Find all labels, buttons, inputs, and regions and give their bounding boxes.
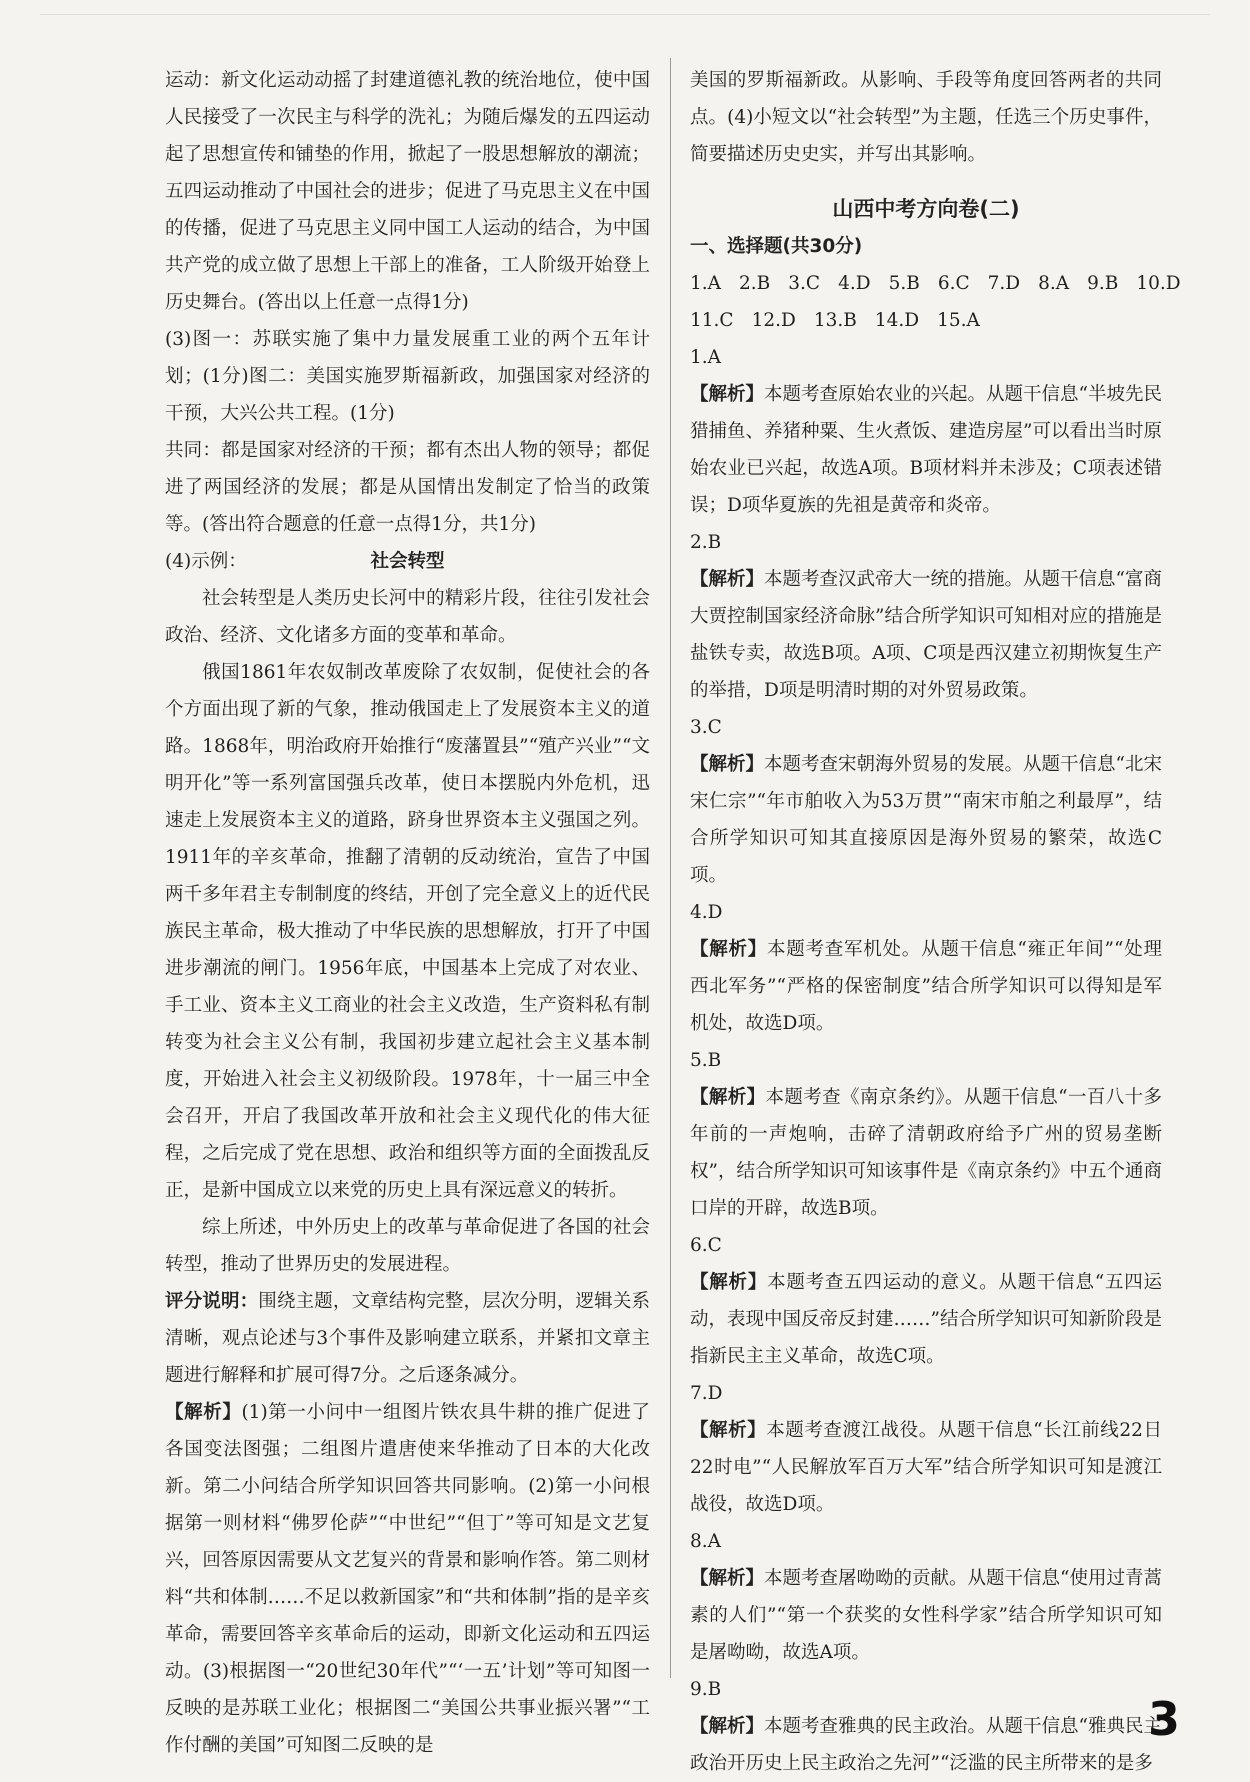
answer-item: 6.C [937, 273, 970, 294]
analysis-label: 【解析】 [690, 1087, 766, 1108]
answer-key-row [690, 265, 1181, 302]
analysis-text: 本题考查《南京条约》。从题干信息“一百八十多年前的一声炮响，击碎了清朝政府给予广州的贸易垄断权”，结合所学知识可知该事件是《南京条约》中五个通商口岸的开辟，故选B项。 [690, 1087, 1162, 1219]
answer-key-row [690, 302, 1162, 339]
analysis-label: 【解析】 [690, 939, 768, 960]
question-analysis [690, 1560, 1162, 1671]
analysis-text: 本题考查宋朝海外贸易的发展。从题干信息“北宋宋仁宗”“年市舶收入为53万贯”“南宋市舶之利最厚”，结合所学知识可知其直接原因是海外贸易的繁荣，故选C项。 [690, 754, 1162, 886]
answer-item: 9.B [1087, 273, 1119, 294]
analysis-text: 本题考查雅典的民主政治。从题干信息“雅典民主政治开历史上民主政治之先河”“泛滥的民主所带来的是多 [690, 1716, 1162, 1774]
question-analysis [690, 1412, 1162, 1523]
left-column [165, 62, 650, 1764]
paragraph: (3)图一：苏联实施了集中力量发展重工业的两个五年计划；(1分)图二：美国实施罗斯福新政，加强国家对经济的干预，大兴公共工程。(1分) [165, 329, 650, 424]
question-analysis [690, 561, 1162, 709]
analysis-label: 【解析】 [165, 1402, 242, 1423]
question-number: 4.D [690, 902, 723, 923]
question-analysis [690, 1264, 1162, 1375]
section-title: 山西中考方向卷(二) [832, 197, 1020, 221]
essay-paragraph: 俄国1861年农奴制改革废除了农奴制，促使社会的各个方面出现了新的气象，推动俄国走上了发展资本主义的道路。1868年，明治政府开始推行“废藩置县”“殖产兴业”“文明开化”等一系列富国强兵改革，使日本摆脱内外危机，迅速走上发展资本主义的道路，跻身世界资本主义强国之列。1911年的辛亥革命，推翻了清朝的反动统治，宣告了中国两千多年君主专制制度的终结，开创了完全意义上的近代民族民主革命，极大推动了中华民族的思想解放，打开了中国进步潮流的闸门。1956年底，中国基本上完成了对农业、手工业、资本主义工商业的社会主义改造，生产资料私有制转变为社会主义公有制，我国初步建立起社会主义基本制度，开始进入社会主义初级阶段。1978年，十一届三中全会召开，开启了我国改革开放和社会主义现代化的伟大征程，之后完成了党在思想、政治和组织等方面的全面拨乱反正，是新中国成立以来党的历史上具有深远意义的转折。 [165, 662, 650, 1201]
answer-item: 7.D [987, 273, 1021, 294]
answer-item: 10.D [1136, 273, 1181, 294]
answer-item: 15.A [937, 310, 980, 331]
question-analysis [690, 376, 1162, 524]
question-number: 7.D [690, 1383, 723, 1404]
example-header [165, 543, 650, 580]
answer-item: 5.B [888, 273, 920, 294]
page-number: 3 [1147, 1692, 1180, 1746]
question-analysis [690, 1079, 1162, 1227]
question-analysis [690, 746, 1162, 894]
analysis-label: 【解析】 [690, 1420, 767, 1441]
analysis [165, 1394, 650, 1764]
analysis-text: (1)第一小问中一组图片铁农具牛耕的推广促进了各国变法图强；二组图片遣唐使来华推动了日本的大化改新。第二小问结合所学知识回答共同影响。(2)第一小问根据第一则材料“佛罗伦萨”“中世纪”“但丁”等可知是文艺复兴，回答原因需要从文艺复兴的背景和影响作答。第二则材料“共和体制……不足以救新国家”和“共和体制”指的是辛亥革命，需要回答辛亥革命后的运动，即新文化运动和五四运动。(3)根据图一“20世纪30年代”“‘一五’计划”等可知图一反映的是苏联工业化；根据图二“美国公共事业振兴署”“工作付酬的美国”可知图二反映的是 [165, 1402, 650, 1756]
essay-paragraph: 综上所述，中外历史上的改革与革命促进了各国的社会转型，推动了世界历史的发展进程。 [165, 1217, 650, 1275]
essay-title: 社会转型 [370, 551, 445, 572]
paragraph: 共同：都是国家对经济的干预；都有杰出人物的领导；都促进了两国经济的发展；都是从国情出发制定了恰当的政策等。(答出符合题意的任意一点得1分，共1分) [165, 440, 650, 535]
question-number: 6.C [690, 1235, 722, 1256]
question-number: 2.B [690, 532, 722, 553]
answer-item: 8.A [1038, 273, 1070, 294]
scoring-text: 围绕主题，文章结构完整，层次分明，逻辑关系清晰，观点论述与3个事件及影响建立联系，并紧扣文章主题进行解释和扩展可得7分。之后逐条减分。 [165, 1291, 650, 1386]
analysis-text: 本题考查屠呦呦的贡献。从题干信息“使用过青蒿素的人们”“第一个获奖的女性科学家”结合所学知识可知是屠呦呦，故选A项。 [690, 1568, 1162, 1663]
analysis-text: 本题考查原始农业的兴起。从题干信息“半坡先民猎捕鱼、养猪种粟、生火煮饭、建造房屋”可以看出当时原始农业已兴起，故选A项。B项材料并未涉及；C项表述错误；D项华夏族的先祖是黄帝和炎帝。 [690, 384, 1162, 516]
paragraph: 运动：新文化运动动摇了封建道德礼教的统治地位，使中国人民接受了一次民主与科学的洗礼；为随后爆发的五四运动起了思想宣传和铺垫的作用，掀起了一股思想解放的潮流；五四运动推动了中国社会的进步；促进了马克思主义在中国的传播，促进了马克思主义同中国工人运动的结合，为中国共产党的成立做了思想上干部上的准备，工人阶级开始登上历史舞台。(答出以上任意一点得1分) [165, 70, 650, 313]
analysis-text: 本题考查汉武帝大一统的措施。从题干信息“富商大贾控制国家经济命脉”结合所学知识可知相对应的措施是盐铁专卖，故选B项。A项、C项是西汉建立初期恢复生产的举措，D项是明清时期的对外贸易政策。 [690, 569, 1162, 701]
analysis-label: 【解析】 [690, 1716, 765, 1737]
analysis-label: 【解析】 [690, 569, 765, 590]
example-label: (4)示例： [165, 551, 247, 572]
answer-item: 11.C [690, 310, 734, 331]
analysis-label: 【解析】 [690, 384, 765, 405]
question-number: 3.C [690, 717, 722, 738]
right-column [690, 62, 1181, 1782]
question-analysis [690, 931, 1162, 1042]
answer-item: 4.D [838, 273, 871, 294]
question-number: 5.B [690, 1050, 722, 1071]
column-divider [670, 58, 671, 1678]
analysis-text: 本题考查军机处。从题干信息“雍正年间”“处理西北军务”“严格的保密制度”结合所学知识可以得知是军机处，故选D项。 [690, 939, 1162, 1034]
answer-item: 12.D [751, 310, 796, 331]
scoring-label: 评分说明： [165, 1291, 259, 1312]
answer-item: 2.B [739, 273, 771, 294]
analysis-text: 本题考查渡江战役。从题干信息“长江前线22日22时电”“人民解放军百万大军”结合所学知识可知是渡江战役，故选D项。 [690, 1420, 1162, 1515]
analysis-label: 【解析】 [690, 754, 765, 775]
analysis-label: 【解析】 [690, 1272, 768, 1293]
question-analysis [690, 1708, 1162, 1782]
analysis-text: 本题考查五四运动的意义。从题干信息“五四运动，表现中国反帝反封建……”结合所学知识可知新阶段是指新民主主义革命，故选C项。 [690, 1272, 1162, 1367]
section-subtitle: 一、选择题(共30分) [690, 236, 863, 257]
answer-item: 13.B [813, 310, 857, 331]
scoring-note [165, 1283, 650, 1394]
continued-text: 美国的罗斯福新政。从影响、手段等角度回答两者的共同点。(4)小短文以“社会转型”为主题，任选三个历史事件，简要描述历史史实，并写出其影响。 [690, 70, 1162, 165]
analysis-label: 【解析】 [690, 1568, 765, 1589]
question-number: 9.B [690, 1679, 722, 1700]
answer-item: 14.D [874, 310, 920, 331]
top-rule [40, 14, 1210, 15]
question-number: 1.A [690, 347, 722, 368]
essay-paragraph: 社会转型是人类历史长河中的精彩片段，往往引发社会政治、经济、文化诸多方面的变革和革命。 [165, 588, 650, 646]
answer-item: 3.C [788, 273, 821, 294]
question-number: 8.A [690, 1531, 722, 1552]
answer-item: 1.A [690, 273, 722, 294]
